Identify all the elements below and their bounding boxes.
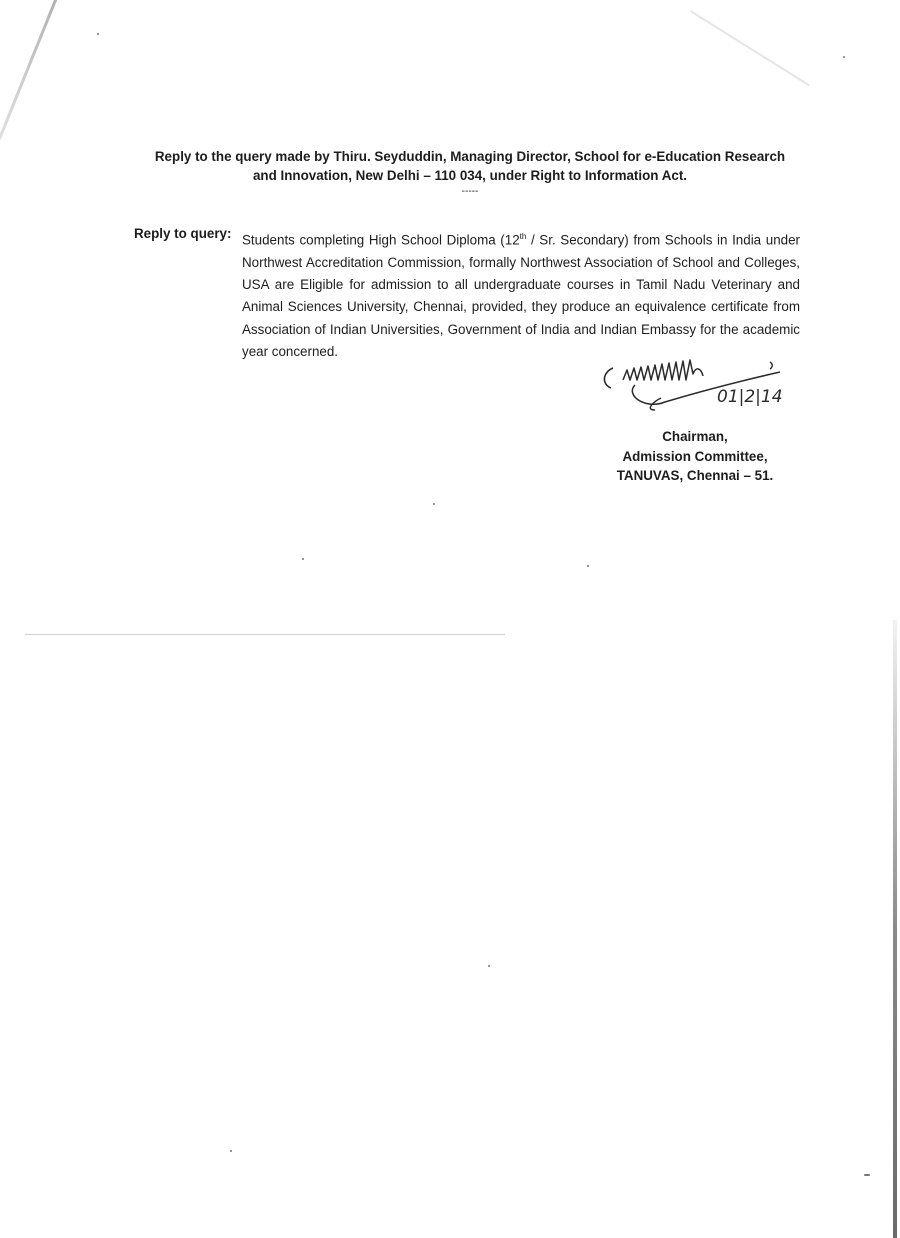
handwritten-signature <box>595 340 795 415</box>
reply-text-rest: / Sr. Secondary) from Schools in India under Northwest Accreditation Commission, formally Northwest Association of School and Colleges, USA are Eligible for admission to all undergraduate courses in Tamil Nadu Veterinary and Animal Sciences University, Chennai, provided, they produce an equivalence certificate from Association of Indian Universities, Government of India and Indian Embassy for the academic year concerned. <box>242 232 800 359</box>
heading-line-2: and Innovation, New Delhi – 110 034, under Right to Information Act. <box>252 168 687 183</box>
scan-speck <box>230 1150 232 1152</box>
scan-artifact-page-edge <box>893 620 897 1238</box>
scan-artifact-line <box>690 10 810 86</box>
scan-speck <box>302 558 304 560</box>
document-heading <box>140 147 800 197</box>
signoff-institution: TANUVAS, Chennai – 51. <box>616 468 774 483</box>
scan-speck <box>488 965 490 967</box>
signoff-title: Chairman, <box>662 429 728 444</box>
scan-speck <box>864 1174 870 1176</box>
scan-speck <box>843 56 845 58</box>
scan-speck <box>97 33 99 35</box>
scan-speck <box>433 503 435 505</box>
signoff-committee: Admission Committee, <box>622 448 768 464</box>
signature-icon <box>595 340 795 415</box>
reply-label: Reply to query: <box>134 226 232 241</box>
reply-superscript: th <box>519 232 527 241</box>
heading-separator: ----- <box>461 186 479 197</box>
scan-speck <box>587 565 589 567</box>
signoff-block <box>600 427 790 486</box>
heading-line-1: Reply to the query made by Thiru. Seyduddin, Managing Director, School for e-Education Research <box>154 149 786 164</box>
scan-artifact-fold-line <box>25 634 505 635</box>
reply-text-start: Students completing High School Diploma (12 <box>242 232 520 248</box>
scan-artifact-line <box>0 0 61 139</box>
signature-date: 01|2|14 <box>717 387 783 407</box>
